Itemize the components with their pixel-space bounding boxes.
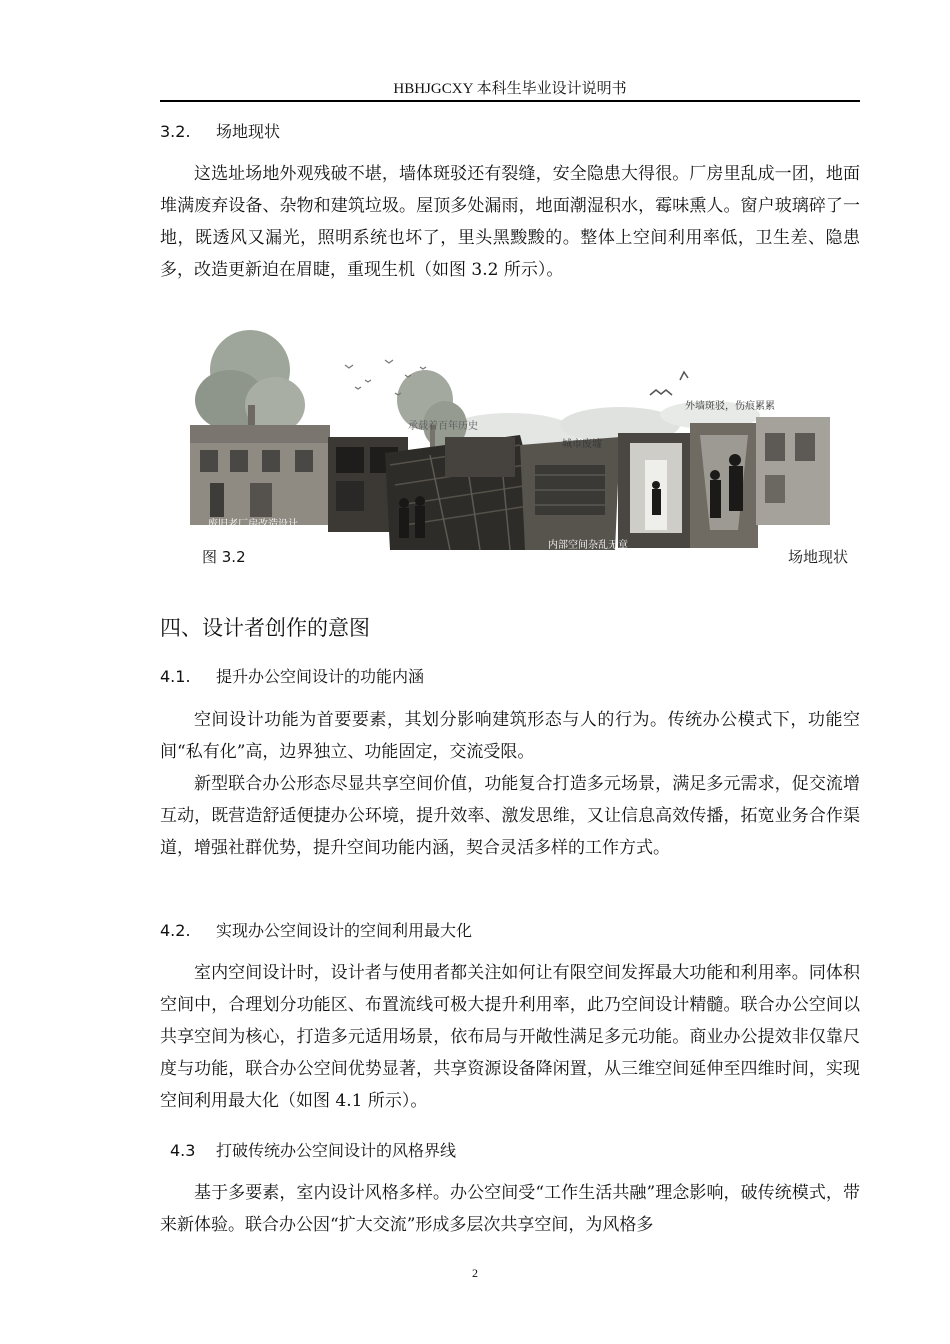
page-number: 2: [472, 1266, 478, 1280]
section-4-3-heading: [170, 1140, 456, 1162]
label-walls: 外墙斑驳，伤痕累累: [685, 401, 775, 412]
site-photo-collage: [190, 325, 830, 555]
section-3-2-paragraph: 这选址场地外观残破不堪，墙体斑驳还有裂缝，安全隐患大得很。厂房里乱成一团，地面堆满废弃设备、杂物和建筑垃圾。屋顶多处漏雨，地面潮湿积水，霉味熏人。窗户玻璃碎了一地，既透风又漏光，照明系统也坏了，里头黑黢黢的。整体上空间利用率低，卫生差、隐患多，改造更新迫在眉睫，重现生机（如图 3.2 所示）。: [160, 164, 860, 280]
section-title: 实现办公空间设计的空间利用最大化: [216, 921, 473, 940]
section-4-1-paragraph-2: 新型联合办公形态尽显共享空间价值，功能复合打造多元场景，满足多元需求，促交流增互动，既营造舒适便捷办公环境，提升效率、激发思维，又让信息高效传播，拓宽业务合作渠道，增强社群优势，提升空间功能内涵，契合灵活多样的工作方式。: [160, 774, 860, 858]
header-rule: [160, 100, 860, 102]
chapter-4-heading: 四、设计者创作的意图: [160, 616, 370, 640]
label-renovation: 废旧老厂房改造设计: [208, 519, 298, 530]
section-title: 打破传统办公空间设计的风格界线: [216, 1141, 457, 1160]
page-header: HBHJGCXY 本科生毕业设计说明书: [393, 81, 627, 97]
section-4-1-heading: [160, 666, 424, 688]
section-number: 4.3: [170, 1141, 196, 1160]
label-interior: 内部空间杂乱无章: [548, 540, 628, 551]
label-ruins: 城市废墟: [562, 439, 602, 450]
section-4-2-paragraph: 室内空间设计时，设计者与使用者都关注如何让有限空间发挥最大功能和利用率。同体积空间中，合理划分功能区、布置流线可极大提升利用率，此乃空间设计精髓。联合办公空间以共享空间为核心，打造多元适用场景，依布局与开敞性满足多元功能。商业办公提效非仅靠尺度与功能，联合办公空间优势显著，共享资源设备降闲置，从三维空间延伸至四维时间，实现空间利用最大化（如图 4.1 所示）。: [160, 963, 860, 1111]
section-4-1-paragraph-1: 空间设计功能为首要要素，其划分影响建筑形态与人的行为。传统办公模式下，功能空间“私有化”高，边界独立、功能固定，交流受限。: [160, 710, 860, 762]
figure-caption-title: 场地现状: [788, 548, 849, 566]
section-title: 场地现状: [216, 122, 281, 141]
section-number: 4.1.: [160, 667, 191, 686]
figure-caption-number: 图 3.2: [202, 548, 246, 566]
section-4-3-paragraph: 基于多要素，室内设计风格多样。办公空间受“工作生活共融”理念影响，破传统模式，带来新体验。联合办公因“扩大交流”形成多层次共享空间，为风格多: [160, 1183, 860, 1235]
section-4-2-heading: [160, 920, 472, 942]
label-history: 承载着百年历史: [408, 421, 478, 432]
section-3-2-heading: [160, 121, 280, 143]
section-title: 提升办公空间设计的功能内涵: [216, 667, 425, 686]
section-number: 3.2.: [160, 122, 191, 141]
section-number: 4.2.: [160, 921, 191, 940]
